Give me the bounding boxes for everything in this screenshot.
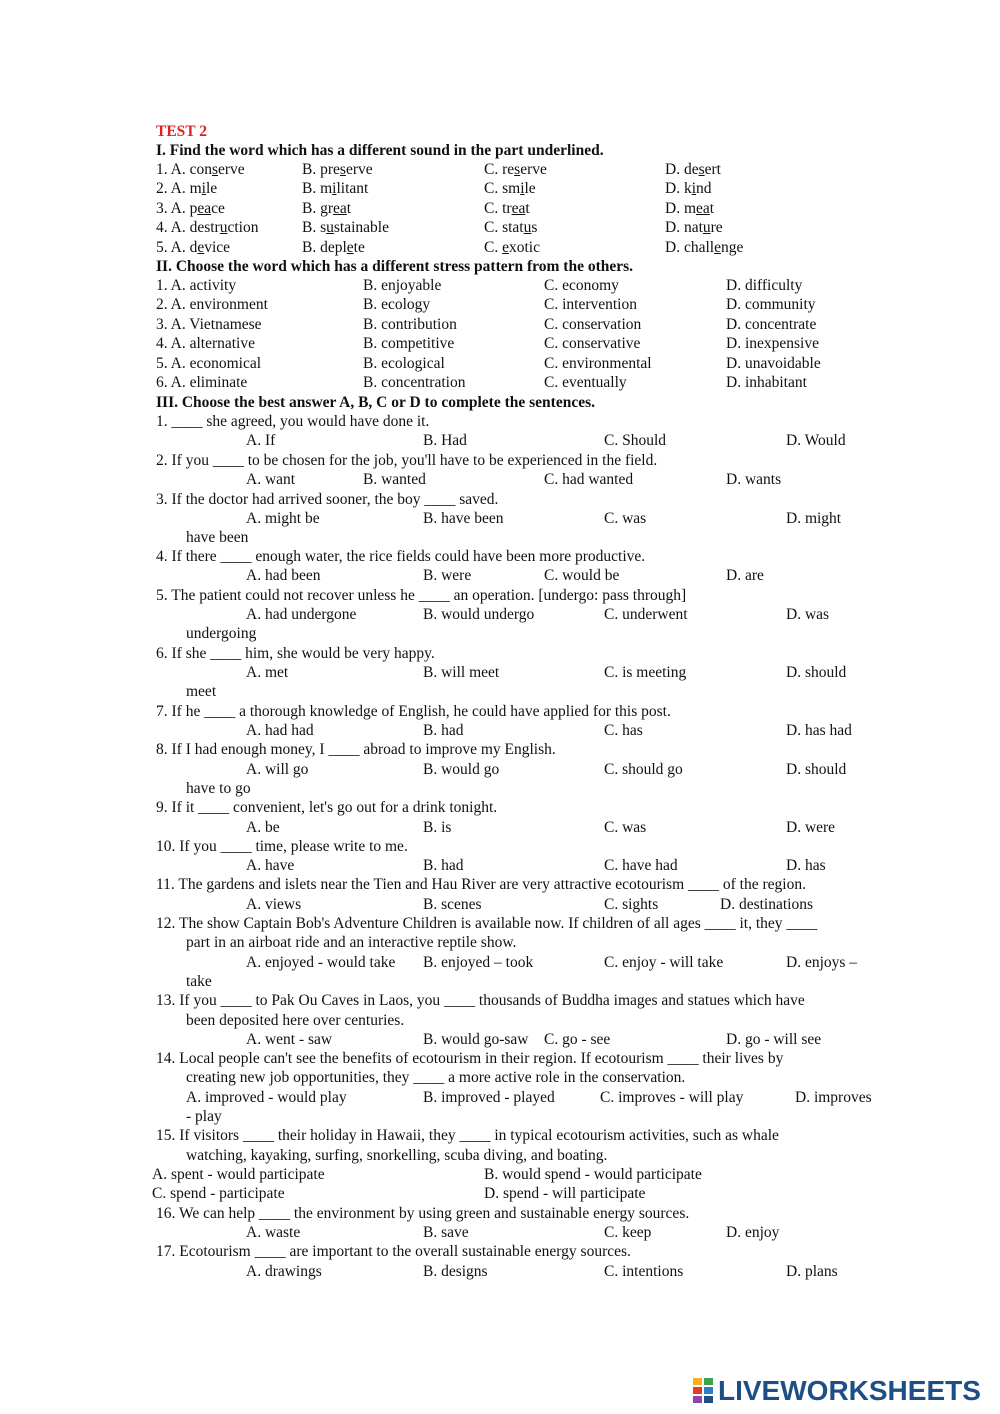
question-11: 11. The gardens and islets near the Tien and Hau River are very attractive ecotourism ____ of the region. — [156, 876, 806, 893]
q10-option-a: A. have — [246, 857, 295, 874]
q10-option-d: D. has — [786, 857, 826, 874]
liveworksheets-logo[interactable] — [692, 1374, 981, 1408]
word-part: nge — [720, 238, 744, 256]
q16-option-c: C. keep — [604, 1224, 652, 1241]
q12-option-d: D. enjoys – — [786, 954, 858, 971]
q4-option-d: D. are — [726, 567, 764, 584]
q13-option-b: B. would go-saw — [423, 1031, 529, 1048]
word-part: B. s — [302, 219, 327, 237]
q9-option-b: B. is — [423, 819, 452, 836]
q13-option-c: C. go - see — [544, 1031, 611, 1048]
section-1-heading: I. Find the word which has a different sound in the part underlined. — [156, 142, 604, 159]
word-part: 4. A. destr — [156, 219, 220, 237]
underlined-part: i — [520, 180, 525, 198]
s2-q4-option-b: B. competitive — [363, 335, 455, 353]
question-16: 16. We can help ____ the environment by using green and sustainable energy sources. — [156, 1205, 690, 1222]
q2-option-a: A. want — [246, 471, 296, 488]
underlined-part: e — [197, 238, 205, 256]
underlined-part: ea — [197, 199, 212, 217]
s2-q2-option-b: B. ecology — [363, 296, 431, 314]
word-part: D. m — [665, 199, 696, 217]
q11-option-a: A. views — [246, 896, 302, 913]
word-part: C. re — [484, 161, 515, 178]
underlined-part: u — [219, 219, 228, 237]
q5-option-b: B. would undergo — [423, 606, 535, 623]
question-4: 4. If there ____ enough water, the rice fields could have been more productive. — [156, 548, 646, 565]
word-part: D. chall — [665, 238, 715, 256]
underlined-part: i — [691, 180, 697, 198]
question-9: 9. If it ____ convenient, let's go out for a drink tonight. — [156, 799, 498, 816]
word-part: ction — [227, 219, 259, 237]
q7-option-c: C. has — [604, 722, 643, 739]
question-6: 6. If she ____ him, she would be very happy. — [156, 645, 435, 662]
word-part: le — [524, 180, 536, 198]
word-part: D. k — [665, 180, 692, 198]
underlined-part: i — [201, 180, 206, 198]
question-17: 17. Ecotourism ____ are important to the overall sustainable energy sources. — [156, 1243, 631, 1260]
q17-option-a: A. drawings — [246, 1263, 322, 1280]
s1-q5-option-d — [665, 238, 743, 257]
word-part: ert — [704, 161, 721, 178]
word-part: t — [346, 199, 352, 217]
question-15: 15. If visitors ____ their holiday in Hawaii, they ____ in typical ecotourism activities, such as whale — [156, 1127, 779, 1144]
q2-option-b: B. wanted — [363, 471, 426, 488]
q14-option-b: B. improved - played — [423, 1089, 555, 1106]
s2-q3-option-d: D. concentrate — [726, 315, 817, 333]
question-1: 1. ____ she agreed, you would have done it. — [156, 413, 430, 430]
question-14: 14. Local people can't see the benefits of ecotourism in their region. If ecotourism ____ their lives by — [156, 1050, 784, 1067]
q7-option-a: A. had had — [246, 722, 314, 739]
word-part: 5. A. d — [156, 238, 198, 256]
s2-q1-option-c: C. economy — [544, 277, 619, 294]
q9-option-a: A. be — [246, 819, 280, 836]
s2-q3-option-c: C. conservation — [544, 315, 642, 333]
word-part: erve — [520, 161, 547, 178]
underlined-part: s — [698, 161, 705, 178]
word-part: vice — [204, 238, 231, 256]
q3-option-d: D. might — [786, 510, 842, 527]
q5-option-a: A. had undergone — [246, 606, 357, 623]
question-3: 3. If the doctor had arrived sooner, the boy ____ saved. — [156, 491, 499, 508]
q1-option-d: D. Would — [786, 432, 846, 449]
q2-option-d: D. wants — [726, 471, 782, 488]
s2-q2-option-a: 2. A. environment — [156, 296, 268, 314]
word-part: 3. A. p — [156, 199, 198, 217]
q1-option-b: B. Had — [423, 432, 467, 449]
word-part: D. de — [665, 161, 699, 178]
question-10: 10. If you ____ time, please write to me. — [156, 838, 408, 855]
q14-option-d-continued: - play — [186, 1108, 222, 1125]
s2-q3-option-a: 3. A. Vietnamese — [156, 315, 262, 333]
q17-option-b: B. designs — [423, 1263, 488, 1280]
word-part: t — [525, 199, 530, 217]
underlined-part: u — [523, 219, 532, 237]
word-part: litant — [336, 180, 369, 198]
s1-q5-option-b — [302, 238, 365, 257]
word-part: t — [709, 199, 715, 217]
question-12: 12. The show Captain Bob's Adventure Children is available now. If children of all ages ____ it, they ____ — [156, 915, 818, 932]
s2-q6-option-a: 6. A. eliminate — [156, 374, 248, 391]
s2-q1-option-a: 1. A. activity — [156, 277, 237, 294]
q6-option-a: A. met — [246, 664, 289, 681]
underlined-part: s — [514, 161, 521, 178]
q14-option-a: A. improved - would play — [186, 1089, 347, 1106]
word-part: ce — [211, 199, 225, 217]
s2-q5-option-d: D. unavoidable — [726, 354, 821, 372]
q11-option-b: B. scenes — [423, 896, 482, 913]
question-13-line-2: been deposited here over centuries. — [186, 1012, 405, 1029]
q17-option-d: D. plans — [786, 1263, 838, 1280]
underlined-part: e — [502, 238, 509, 256]
q1-option-a: A. If — [246, 432, 276, 449]
question-14-line-2: creating new job opportunities, they ____ a more active role in the conservation. — [186, 1069, 686, 1086]
s2-q5-option-c: C. environmental — [544, 354, 652, 372]
q8-option-a: A. will go — [246, 761, 309, 778]
question-8: 8. If I had enough money, I ____ abroad to improve my English. — [156, 741, 556, 758]
s2-q6-option-b: B. concentration — [363, 374, 466, 391]
q8-option-c: C. should go — [604, 761, 683, 778]
q1-option-c: C. Should — [604, 432, 667, 449]
s2-q4-option-d: D. inexpensive — [726, 335, 819, 353]
q7-option-d: D. has had — [786, 722, 852, 739]
s2-q4-option-a: 4. A. alternative — [156, 335, 255, 353]
q4-option-c: C. would be — [544, 567, 620, 584]
s1-q5-option-a — [156, 238, 230, 257]
s1-q3-option-c — [484, 199, 530, 218]
underlined-part: e — [346, 238, 354, 256]
word-part: re — [710, 219, 723, 237]
q12-option-b: B. enjoyed – took — [423, 954, 534, 971]
q12-option-d-continued: take — [186, 973, 212, 990]
underlined-part: u — [702, 219, 711, 237]
word-part: C. tr — [484, 199, 512, 217]
q11-option-d: D. destinations — [720, 896, 813, 913]
s2-q5-option-a: 5. A. economical — [156, 354, 262, 372]
q16-option-a: A. waste — [246, 1224, 301, 1241]
s1-q4-option-d — [665, 218, 723, 237]
q8-option-d-continued: have to go — [186, 780, 251, 797]
word-part: B. m — [302, 180, 333, 198]
word-part: B. depl — [302, 238, 347, 256]
s2-q2-option-c: C. intervention — [544, 296, 637, 314]
s1-q4-option-c — [484, 218, 537, 237]
q12-option-a: A. enjoyed - would take — [246, 954, 396, 971]
s2-q6-option-c: C. eventually — [544, 374, 627, 391]
word-part: erve — [218, 161, 245, 178]
liveworksheets-brand-text: LIVEWORKSHEETS — [718, 1375, 981, 1406]
q13-option-d: D. go - will see — [726, 1031, 822, 1048]
question-7: 7. If he ____ a thorough knowledge of English, he could have applied for this post. — [156, 703, 671, 720]
section-3-heading: III. Choose the best answer A, B, C or D to complete the sentences. — [156, 394, 595, 411]
s1-q2-option-c — [484, 179, 536, 198]
question-12-line-2: part in an airboat ride and an interactive reptile show. — [186, 934, 517, 951]
q2-option-c: C. had wanted — [544, 471, 634, 488]
liveworksheets-logo-icon — [692, 1376, 716, 1406]
word-part: C. stat — [484, 219, 524, 237]
q14-option-c: C. improves - will play — [600, 1089, 744, 1106]
underlined-part: ea — [696, 199, 710, 217]
s1-q1-option-d — [665, 160, 721, 179]
q5-option-d-continued: undergoing — [186, 625, 257, 642]
q11-option-c: C. sights — [604, 896, 659, 913]
word-part: D. nat — [665, 219, 703, 237]
q16-option-d: D. enjoy — [726, 1224, 780, 1241]
s1-q4-option-b — [302, 218, 389, 237]
q15-option-c: C. spend - participate — [152, 1185, 285, 1202]
word-part: B. pre — [302, 161, 340, 178]
q4-option-b: B. were — [423, 567, 472, 584]
underlined-part: s — [211, 161, 219, 178]
s1-q5-option-c — [484, 238, 540, 257]
q10-option-c: C. have had — [604, 857, 678, 874]
word-part: C. — [484, 238, 503, 256]
q13-option-a: A. went - saw — [246, 1031, 333, 1048]
q15-option-a: A. spent - would participate — [152, 1166, 325, 1183]
s1-q3-option-b — [302, 199, 351, 218]
section-2-heading: II. Choose the word which has a different stress pattern from the others. — [156, 258, 634, 275]
q3-option-d-continued: have been — [186, 529, 249, 546]
test-title: TEST 2 — [156, 123, 207, 140]
word-part: C. sm — [484, 180, 521, 198]
q8-option-b: B. would go — [423, 761, 500, 778]
word-part: te — [353, 238, 365, 256]
s1-q2-option-d — [665, 179, 712, 198]
s2-q3-option-b: B. contribution — [363, 315, 457, 333]
s1-q2-option-b — [302, 179, 368, 198]
q6-option-b: B. will meet — [423, 664, 500, 681]
q7-option-b: B. had — [423, 722, 464, 739]
underlined-part: e — [714, 238, 721, 256]
q6-option-d: D. should — [786, 664, 847, 681]
word-part: xotic — [508, 238, 540, 256]
s2-q5-option-b: B. ecological — [363, 354, 445, 372]
s1-q3-option-d — [665, 199, 714, 218]
q12-option-c: C. enjoy - will take — [604, 954, 724, 971]
q3-option-a: A. might be — [246, 510, 320, 527]
word-part: B. gr — [302, 199, 333, 217]
word-part: le — [205, 180, 218, 198]
underlined-part: ea — [511, 199, 526, 217]
s2-q4-option-c: C. conservative — [544, 335, 641, 353]
s1-q1-option-b — [302, 160, 373, 179]
word-part: nd — [696, 180, 712, 198]
question-13: 13. If you ____ to Pak Ou Caves in Laos, you ____ thousands of Buddha images and statues which have — [156, 992, 805, 1009]
q8-option-d: D. should — [786, 761, 847, 778]
q4-option-a: A. had been — [246, 567, 321, 584]
s2-q1-option-d: D. difficulty — [726, 277, 803, 294]
word-part: s — [531, 219, 538, 237]
s1-q1-option-a — [156, 160, 245, 179]
s1-q4-option-a — [156, 218, 258, 237]
s1-q3-option-a — [156, 199, 225, 218]
s1-q1-option-c — [484, 160, 547, 179]
word-part: stainable — [333, 219, 389, 237]
q10-option-b: B. had — [423, 857, 464, 874]
q3-option-c: C. was — [604, 510, 647, 527]
question-5: 5. The patient could not recover unless he ____ an operation. [undergo: pass through] — [156, 587, 687, 604]
q6-option-c: C. is meeting — [604, 664, 687, 681]
underlined-part: s — [339, 161, 346, 178]
s2-q1-option-b: B. enjoyable — [363, 277, 442, 294]
question-2: 2. If you ____ to be chosen for the job, you'll have to be experienced in the field. — [156, 452, 658, 469]
q3-option-b: B. have been — [423, 510, 504, 527]
q9-option-d: D. were — [786, 819, 836, 836]
q5-option-c: C. underwent — [604, 606, 688, 623]
q17-option-c: C. intentions — [604, 1263, 684, 1280]
s2-q6-option-d: D. inhabitant — [726, 374, 807, 391]
word-part: 2. A. m — [156, 180, 202, 198]
q5-option-d: D. was — [786, 606, 830, 623]
q6-option-d-continued: meet — [186, 683, 217, 700]
q15-option-b: B. would spend - would participate — [484, 1166, 702, 1183]
s2-q2-option-d: D. community — [726, 296, 816, 314]
q14-option-d: D. improves — [795, 1089, 872, 1106]
q9-option-c: C. was — [604, 819, 647, 836]
question-15-line-2: watching, kayaking, surfing, snorkelling, scuba diving, and boating. — [186, 1147, 608, 1164]
underlined-part: i — [332, 180, 337, 198]
q16-option-b: B. save — [423, 1224, 469, 1241]
word-part: 1. A. con — [156, 161, 212, 178]
s1-q2-option-a — [156, 179, 217, 198]
underlined-part: ea — [333, 199, 347, 217]
q15-option-d: D. spend - will participate — [484, 1185, 646, 1202]
word-part: erve — [345, 161, 373, 178]
underlined-part: u — [326, 219, 334, 237]
